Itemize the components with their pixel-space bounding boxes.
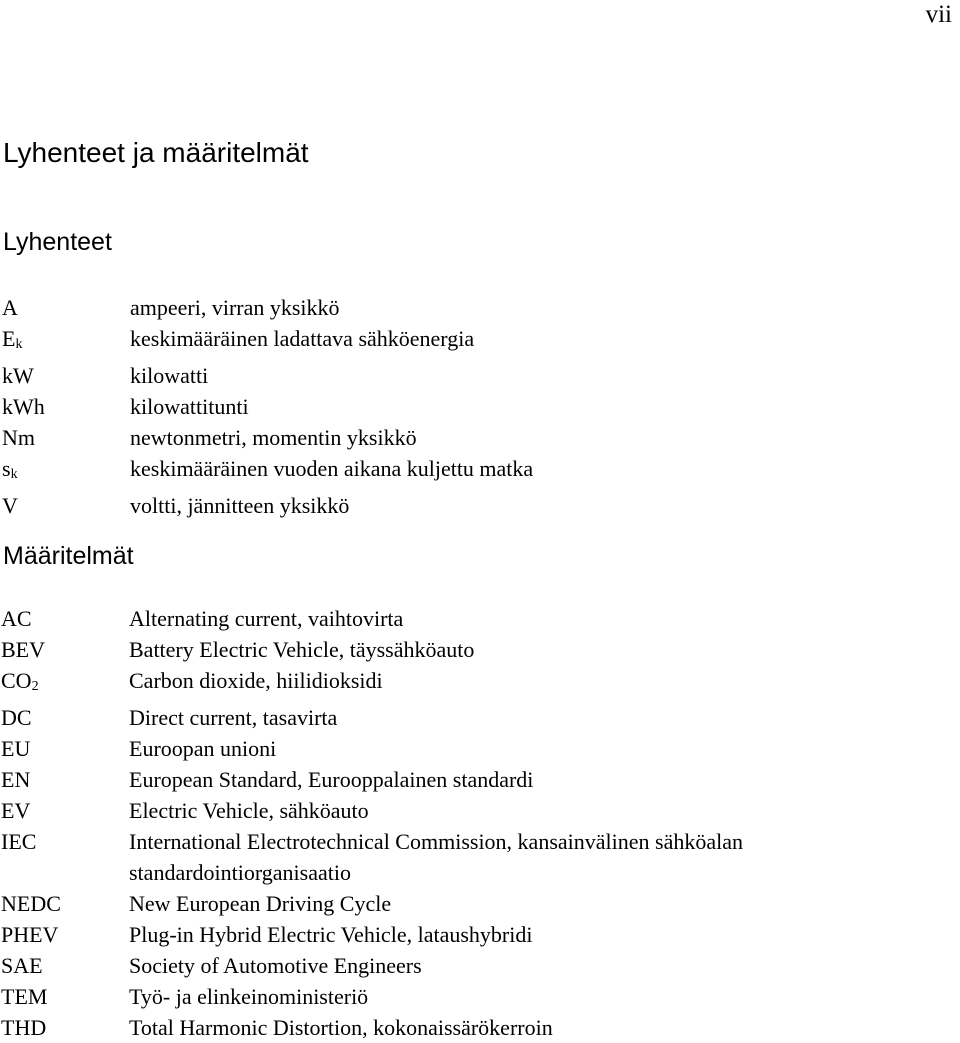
definition-term: EV — [1, 798, 31, 823]
subscript: 2 — [31, 679, 39, 694]
abbreviation-row — [0, 490, 960, 521]
definition-term: THD — [1, 1015, 47, 1040]
definition-row — [0, 981, 960, 1012]
definition-term: AC — [1, 606, 32, 631]
definition-row — [0, 795, 960, 826]
definitions-heading: Määritelmät — [3, 542, 134, 570]
definition-description: Total Harmonic Distortion, kokonaissärökerroin — [129, 1015, 553, 1040]
page-number: vii — [925, 1, 952, 28]
definition-description: Alternating current, vaihtovirta — [129, 606, 404, 631]
definition-term: CO2 — [1, 668, 39, 694]
definition-description: Direct current, tasavirta — [129, 705, 338, 730]
abbreviations-list — [0, 292, 960, 521]
definition-description: European Standard, Eurooppalainen standardi — [129, 767, 534, 792]
definition-row — [0, 1012, 960, 1043]
definition-row — [0, 950, 960, 981]
definition-description-line: International Electrotechnical Commission, kansainvälinen sähköalan — [129, 829, 743, 854]
abbreviation-term: sk — [2, 456, 18, 482]
abbreviation-term: V — [2, 493, 18, 518]
definition-description: Society of Automotive Engineers — [129, 953, 422, 978]
definition-row — [0, 826, 960, 888]
definition-row — [0, 702, 960, 733]
definition-row — [0, 634, 960, 665]
definition-description: New European Driving Cycle — [129, 891, 392, 916]
abbreviation-term: kWh — [2, 394, 45, 419]
abbreviation-row — [0, 360, 960, 391]
definition-row — [0, 919, 960, 950]
definition-row — [0, 764, 960, 795]
page-title: Lyhenteet ja määritelmät — [3, 137, 309, 168]
definition-term: EU — [1, 736, 31, 761]
abbreviation-row — [0, 391, 960, 422]
abbreviation-term: Nm — [2, 425, 35, 450]
definition-description: Euroopan unioni — [129, 736, 277, 761]
definition-term: NEDC — [1, 891, 61, 916]
definition-term: IEC — [1, 829, 37, 854]
definitions-list — [0, 603, 960, 1043]
abbreviation-row — [0, 422, 960, 453]
definition-row — [0, 888, 960, 919]
definition-description: Työ- ja elinkeinoministeriö — [129, 984, 369, 1009]
definition-term: SAE — [1, 953, 43, 978]
abbreviation-description: kilowatti — [130, 363, 209, 388]
abbreviation-description: keskimääräinen ladattava sähköenergia — [130, 326, 475, 351]
abbreviation-description: newtonmetri, momentin yksikkö — [130, 425, 417, 450]
abbreviation-row — [0, 323, 960, 360]
abbreviation-description: kilowattitunti — [130, 394, 249, 419]
abbreviation-term: kW — [2, 363, 34, 388]
definition-description: Battery Electric Vehicle, täyssähköauto — [129, 637, 475, 662]
abbreviation-description: ampeeri, virran yksikkö — [130, 295, 340, 320]
abbreviation-row — [0, 453, 960, 490]
subscript: k — [10, 467, 18, 482]
definition-row — [0, 603, 960, 634]
definition-description — [129, 826, 960, 888]
definition-term: EN — [1, 767, 31, 792]
subscript: k — [15, 337, 23, 352]
definition-term: TEM — [1, 984, 48, 1009]
abbreviation-description: voltti, jännitteen yksikkö — [130, 493, 350, 518]
abbreviation-description: keskimääräinen vuoden aikana kuljettu matka — [130, 456, 534, 481]
abbreviation-row — [0, 292, 960, 323]
definition-description: Electric Vehicle, sähköauto — [129, 798, 369, 823]
abbreviation-term: A — [2, 295, 18, 320]
definition-term: BEV — [1, 637, 45, 662]
abbreviations-heading: Lyhenteet — [3, 228, 112, 256]
definition-term: DC — [1, 705, 32, 730]
definition-description-continuation: standardointiorganisaatio — [129, 860, 351, 885]
definition-term: PHEV — [1, 922, 59, 947]
definition-description: Plug-in Hybrid Electric Vehicle, lataushybridi — [129, 922, 533, 947]
definition-description: Carbon dioxide, hiilidioksidi — [129, 668, 383, 693]
definition-row — [0, 665, 960, 702]
definition-row — [0, 733, 960, 764]
abbreviation-term: Ek — [2, 326, 23, 352]
